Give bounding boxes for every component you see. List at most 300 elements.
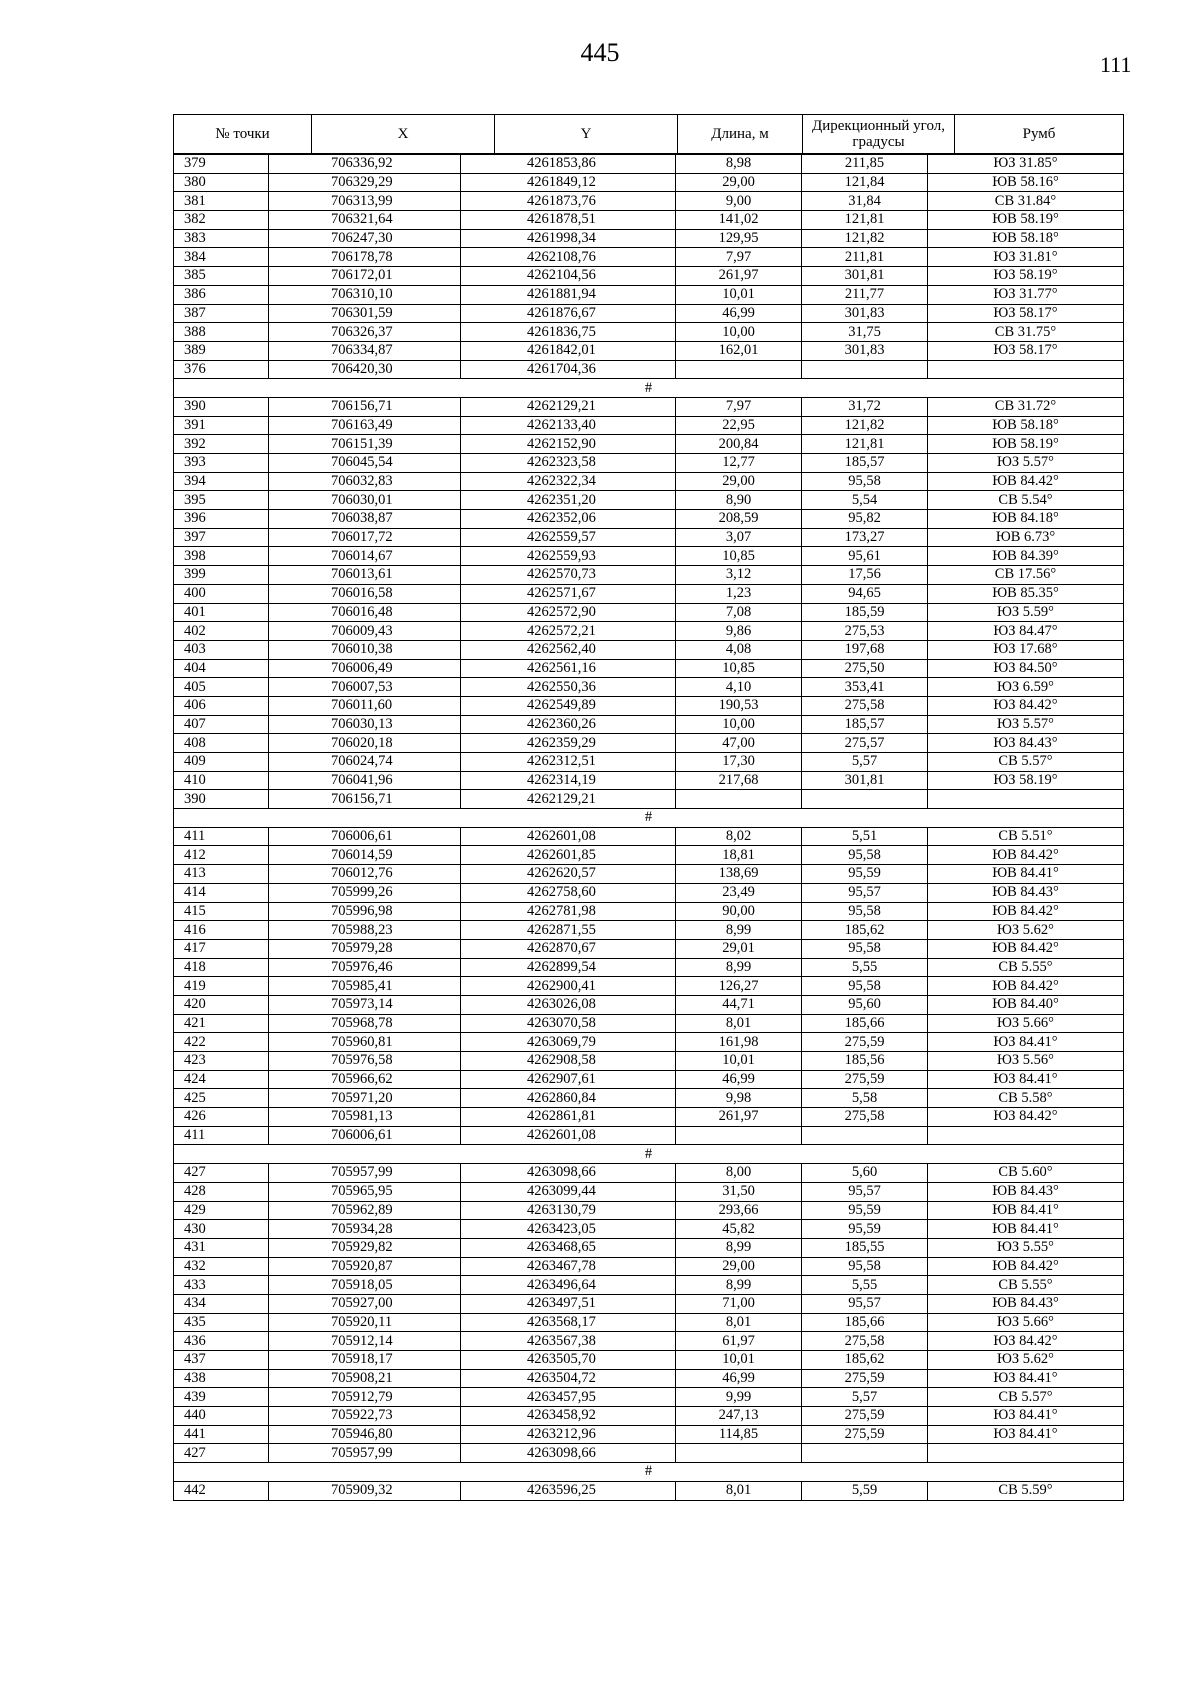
- point-number-cell: 440: [174, 1407, 269, 1426]
- table-row: [174, 1407, 1124, 1426]
- direction-angle-cell: 301,81: [802, 267, 928, 286]
- x-coordinate-cell: 705979,28: [269, 939, 461, 958]
- direction-angle-cell: 275,57: [802, 734, 928, 753]
- direction-angle-cell: 95,57: [802, 883, 928, 902]
- y-coordinate-cell: 4262104,56: [461, 267, 676, 286]
- y-coordinate-cell: 4262152,90: [461, 435, 676, 454]
- point-number-cell: 441: [174, 1425, 269, 1444]
- x-coordinate-cell: 706247,30: [269, 229, 461, 248]
- table-row: [174, 584, 1124, 603]
- x-coordinate-cell: 706151,39: [269, 435, 461, 454]
- rumb-cell: ЮЗ 84.43°: [928, 734, 1124, 753]
- separator-row: [174, 1463, 1124, 1482]
- separator-mark: #: [174, 379, 1124, 398]
- direction-angle-cell: 275,58: [802, 1332, 928, 1351]
- table-row: [174, 977, 1124, 996]
- table-row: [174, 454, 1124, 473]
- y-coordinate-cell: 4262549,89: [461, 696, 676, 715]
- rumb-cell: ЮЗ 58.17°: [928, 341, 1124, 360]
- table-row: [174, 696, 1124, 715]
- x-coordinate-cell: 706010,38: [269, 640, 461, 659]
- rumb-cell: [928, 1444, 1124, 1463]
- length-cell: 8,01: [676, 1481, 802, 1500]
- x-coordinate-cell: 706011,60: [269, 696, 461, 715]
- table-row: [174, 1313, 1124, 1332]
- rumb-cell: ЮВ 84.43°: [928, 1182, 1124, 1201]
- length-cell: 9,98: [676, 1089, 802, 1108]
- table-row: [174, 790, 1124, 809]
- direction-angle-cell: 5,59: [802, 1481, 928, 1500]
- y-coordinate-cell: 4263596,25: [461, 1481, 676, 1500]
- point-number-cell: 385: [174, 267, 269, 286]
- y-coordinate-cell: 4263098,66: [461, 1164, 676, 1183]
- table-row: [174, 211, 1124, 230]
- direction-angle-cell: 211,81: [802, 248, 928, 267]
- point-number-cell: 427: [174, 1164, 269, 1183]
- point-number-cell: 411: [174, 827, 269, 846]
- point-number-cell: 425: [174, 1089, 269, 1108]
- table-row: [174, 1033, 1124, 1052]
- point-number-cell: 419: [174, 977, 269, 996]
- point-number-cell: 382: [174, 211, 269, 230]
- length-cell: 126,27: [676, 977, 802, 996]
- point-number-cell: 392: [174, 435, 269, 454]
- point-number-cell: 387: [174, 304, 269, 323]
- length-cell: 8,99: [676, 921, 802, 940]
- direction-angle-cell: 95,58: [802, 1257, 928, 1276]
- y-coordinate-cell: 4263130,79: [461, 1201, 676, 1220]
- x-coordinate-cell: 706009,43: [269, 622, 461, 641]
- y-coordinate-cell: 4262601,08: [461, 827, 676, 846]
- direction-angle-cell: 121,81: [802, 211, 928, 230]
- length-cell: 22,95: [676, 416, 802, 435]
- length-cell: 9,00: [676, 192, 802, 211]
- table-row: [174, 827, 1124, 846]
- length-cell: 8,02: [676, 827, 802, 846]
- separator-row: [174, 379, 1124, 398]
- x-coordinate-cell: 706024,74: [269, 753, 461, 772]
- point-number-cell: 395: [174, 491, 269, 510]
- length-cell: 29,00: [676, 1257, 802, 1276]
- direction-angle-cell: 95,58: [802, 846, 928, 865]
- separator-mark: #: [174, 809, 1124, 828]
- point-number-cell: 388: [174, 323, 269, 342]
- x-coordinate-cell: 706178,78: [269, 248, 461, 267]
- direction-angle-cell: 275,59: [802, 1070, 928, 1089]
- point-number-cell: 426: [174, 1108, 269, 1127]
- direction-angle-cell: [802, 790, 928, 809]
- direction-angle-cell: [802, 1444, 928, 1463]
- rumb-cell: ЮЗ 58.19°: [928, 267, 1124, 286]
- point-number-cell: 414: [174, 883, 269, 902]
- point-number-cell: 407: [174, 715, 269, 734]
- x-coordinate-cell: 706334,87: [269, 341, 461, 360]
- x-coordinate-cell: 705973,14: [269, 995, 461, 1014]
- point-number-cell: 399: [174, 566, 269, 585]
- x-coordinate-cell: 705927,00: [269, 1294, 461, 1313]
- y-coordinate-cell: 4262908,58: [461, 1052, 676, 1071]
- length-cell: 46,99: [676, 1070, 802, 1089]
- table-row: [174, 1108, 1124, 1127]
- length-cell: 141,02: [676, 211, 802, 230]
- rumb-cell: ЮВ 58.18°: [928, 416, 1124, 435]
- length-cell: 162,01: [676, 341, 802, 360]
- rumb-cell: ЮВ 58.19°: [928, 435, 1124, 454]
- point-number-cell: 393: [174, 454, 269, 473]
- y-coordinate-cell: 4262133,40: [461, 416, 676, 435]
- x-coordinate-cell: 706012,76: [269, 865, 461, 884]
- rumb-cell: СВ 5.55°: [928, 958, 1124, 977]
- table-row: [174, 285, 1124, 304]
- table-row: [174, 603, 1124, 622]
- point-number-cell: 409: [174, 753, 269, 772]
- point-number-cell: 397: [174, 528, 269, 547]
- table-row: [174, 1182, 1124, 1201]
- x-coordinate-cell: 705912,79: [269, 1388, 461, 1407]
- y-coordinate-cell: 4262570,73: [461, 566, 676, 585]
- y-coordinate-cell: 4263468,65: [461, 1238, 676, 1257]
- table-row: [174, 1388, 1124, 1407]
- y-coordinate-cell: 4263457,95: [461, 1388, 676, 1407]
- point-number-cell: 438: [174, 1369, 269, 1388]
- x-coordinate-cell: 705918,05: [269, 1276, 461, 1295]
- y-coordinate-cell: 4261842,01: [461, 341, 676, 360]
- rumb-cell: СВ 5.51°: [928, 827, 1124, 846]
- table-row: [174, 939, 1124, 958]
- point-number-cell: 415: [174, 902, 269, 921]
- direction-angle-cell: 197,68: [802, 640, 928, 659]
- y-coordinate-cell: 4262360,26: [461, 715, 676, 734]
- table-row: [174, 173, 1124, 192]
- y-coordinate-cell: 4261704,36: [461, 360, 676, 379]
- table-row: [174, 435, 1124, 454]
- table-row: [174, 510, 1124, 529]
- length-cell: 190,53: [676, 696, 802, 715]
- y-coordinate-cell: 4261876,67: [461, 304, 676, 323]
- point-number-cell: 403: [174, 640, 269, 659]
- y-coordinate-cell: 4261873,76: [461, 192, 676, 211]
- x-coordinate-cell: 705946,80: [269, 1425, 461, 1444]
- point-number-cell: 427: [174, 1444, 269, 1463]
- direction-angle-cell: 275,53: [802, 622, 928, 641]
- y-coordinate-cell: 4263497,51: [461, 1294, 676, 1313]
- y-coordinate-cell: 4262129,21: [461, 790, 676, 809]
- direction-angle-cell: 185,66: [802, 1313, 928, 1332]
- direction-angle-cell: 275,59: [802, 1407, 928, 1426]
- length-cell: [676, 790, 802, 809]
- rumb-cell: ЮЗ 31.81°: [928, 248, 1124, 267]
- direction-angle-cell: 275,58: [802, 1108, 928, 1127]
- rumb-cell: ЮВ 84.43°: [928, 883, 1124, 902]
- y-coordinate-cell: 4262871,55: [461, 921, 676, 940]
- point-number-cell: 428: [174, 1182, 269, 1201]
- length-cell: 8,01: [676, 1313, 802, 1332]
- length-cell: 8,99: [676, 958, 802, 977]
- x-coordinate-cell: 706014,59: [269, 846, 461, 865]
- point-number-cell: 434: [174, 1294, 269, 1313]
- y-coordinate-cell: 4263467,78: [461, 1257, 676, 1276]
- table-row: [174, 155, 1124, 174]
- rumb-cell: ЮВ 84.42°: [928, 977, 1124, 996]
- page-number-right: 111: [1100, 52, 1132, 77]
- rumb-cell: ЮЗ 84.41°: [928, 1425, 1124, 1444]
- point-number-cell: 379: [174, 155, 269, 174]
- y-coordinate-cell: 4261998,34: [461, 229, 676, 248]
- x-coordinate-cell: 706013,61: [269, 566, 461, 585]
- y-coordinate-cell: 4263069,79: [461, 1033, 676, 1052]
- table-row: [174, 1276, 1124, 1295]
- length-cell: 138,69: [676, 865, 802, 884]
- page-number-center: 445: [580, 38, 620, 67]
- table-row: [174, 678, 1124, 697]
- x-coordinate-cell: 706313,99: [269, 192, 461, 211]
- x-coordinate-cell: 706329,29: [269, 173, 461, 192]
- direction-angle-cell: 31,75: [802, 323, 928, 342]
- x-coordinate-cell: 705920,11: [269, 1313, 461, 1332]
- point-number-cell: 404: [174, 659, 269, 678]
- direction-angle-cell: 121,81: [802, 435, 928, 454]
- rumb-cell: ЮЗ 5.62°: [928, 921, 1124, 940]
- table-row: [174, 397, 1124, 416]
- direction-angle-cell: 5,55: [802, 1276, 928, 1295]
- table-row: [174, 753, 1124, 772]
- length-cell: 1,23: [676, 584, 802, 603]
- direction-angle-cell: 5,57: [802, 1388, 928, 1407]
- x-coordinate-cell: 705968,78: [269, 1014, 461, 1033]
- y-coordinate-cell: 4261836,75: [461, 323, 676, 342]
- point-number-cell: 380: [174, 173, 269, 192]
- table-row: [174, 192, 1124, 211]
- header-point: № точки: [174, 115, 312, 154]
- rumb-cell: СВ 31.75°: [928, 323, 1124, 342]
- length-cell: 23,49: [676, 883, 802, 902]
- y-coordinate-cell: 4262359,29: [461, 734, 676, 753]
- rumb-cell: ЮЗ 84.42°: [928, 1108, 1124, 1127]
- x-coordinate-cell: 705985,41: [269, 977, 461, 996]
- rumb-cell: [928, 360, 1124, 379]
- rumb-cell: ЮВ 58.19°: [928, 211, 1124, 230]
- point-number-cell: 420: [174, 995, 269, 1014]
- x-coordinate-cell: 705971,20: [269, 1089, 461, 1108]
- length-cell: 4,10: [676, 678, 802, 697]
- length-cell: 18,81: [676, 846, 802, 865]
- y-coordinate-cell: 4263505,70: [461, 1351, 676, 1370]
- rumb-cell: ЮЗ 31.77°: [928, 285, 1124, 304]
- length-cell: 8,00: [676, 1164, 802, 1183]
- point-number-cell: 431: [174, 1238, 269, 1257]
- rumb-cell: ЮВ 6.73°: [928, 528, 1124, 547]
- y-coordinate-cell: 4263212,96: [461, 1425, 676, 1444]
- length-cell: 3,12: [676, 566, 802, 585]
- y-coordinate-cell: 4263567,38: [461, 1332, 676, 1351]
- x-coordinate-cell: 706030,01: [269, 491, 461, 510]
- y-coordinate-cell: 4263099,44: [461, 1182, 676, 1201]
- x-coordinate-cell: 706006,49: [269, 659, 461, 678]
- length-cell: 10,85: [676, 547, 802, 566]
- rumb-cell: ЮЗ 58.17°: [928, 304, 1124, 323]
- y-coordinate-cell: 4262312,51: [461, 753, 676, 772]
- x-coordinate-cell: 705957,99: [269, 1164, 461, 1183]
- direction-angle-cell: 31,84: [802, 192, 928, 211]
- length-cell: 9,86: [676, 622, 802, 641]
- y-coordinate-cell: 4263458,92: [461, 1407, 676, 1426]
- y-coordinate-cell: 4262870,67: [461, 939, 676, 958]
- direction-angle-cell: 95,57: [802, 1182, 928, 1201]
- length-cell: 3,07: [676, 528, 802, 547]
- direction-angle-cell: 95,60: [802, 995, 928, 1014]
- point-number-cell: 435: [174, 1313, 269, 1332]
- table-row: [174, 566, 1124, 585]
- point-number-cell: 400: [174, 584, 269, 603]
- point-number-cell: 376: [174, 360, 269, 379]
- length-cell: [676, 1444, 802, 1463]
- table-row: [174, 1351, 1124, 1370]
- rumb-cell: ЮВ 58.18°: [928, 229, 1124, 248]
- length-cell: 114,85: [676, 1425, 802, 1444]
- rumb-cell: ЮВ 84.18°: [928, 510, 1124, 529]
- direction-angle-cell: 211,77: [802, 285, 928, 304]
- rumb-cell: ЮВ 84.41°: [928, 1201, 1124, 1220]
- table-row: [174, 1444, 1124, 1463]
- rumb-cell: ЮВ 58.16°: [928, 173, 1124, 192]
- length-cell: 200,84: [676, 435, 802, 454]
- point-number-cell: 418: [174, 958, 269, 977]
- header-y: Y: [495, 115, 678, 154]
- length-cell: 31,50: [676, 1182, 802, 1201]
- x-coordinate-cell: 706017,72: [269, 528, 461, 547]
- rumb-cell: ЮЗ 17.68°: [928, 640, 1124, 659]
- x-coordinate-cell: 706172,01: [269, 267, 461, 286]
- direction-angle-cell: 275,59: [802, 1425, 928, 1444]
- x-coordinate-cell: 706321,64: [269, 211, 461, 230]
- length-cell: 208,59: [676, 510, 802, 529]
- rumb-cell: ЮЗ 5.66°: [928, 1014, 1124, 1033]
- table-row: [174, 248, 1124, 267]
- table-row: [174, 921, 1124, 940]
- length-cell: 4,08: [676, 640, 802, 659]
- point-number-cell: 430: [174, 1220, 269, 1239]
- point-number-cell: 389: [174, 341, 269, 360]
- table-row: [174, 640, 1124, 659]
- length-cell: 217,68: [676, 771, 802, 790]
- rumb-cell: ЮЗ 5.62°: [928, 1351, 1124, 1370]
- rumb-cell: ЮЗ 5.57°: [928, 715, 1124, 734]
- header-length: Длина, м: [678, 115, 803, 154]
- y-coordinate-cell: 4261878,51: [461, 211, 676, 230]
- length-cell: 10,85: [676, 659, 802, 678]
- separator-mark: #: [174, 1463, 1124, 1482]
- x-coordinate-cell: 705909,32: [269, 1481, 461, 1500]
- table-row: [174, 883, 1124, 902]
- rumb-cell: ЮЗ 84.41°: [928, 1407, 1124, 1426]
- direction-angle-cell: 121,82: [802, 416, 928, 435]
- table-row: [174, 1201, 1124, 1220]
- rumb-cell: СВ 5.55°: [928, 1276, 1124, 1295]
- length-cell: 10,00: [676, 323, 802, 342]
- direction-angle-cell: 94,65: [802, 584, 928, 603]
- rumb-cell: ЮЗ 31.85°: [928, 155, 1124, 174]
- table-row: [174, 547, 1124, 566]
- header-angle: Дирекционный угол, градусы: [803, 115, 955, 154]
- x-coordinate-cell: 706032,83: [269, 472, 461, 491]
- length-cell: 247,13: [676, 1407, 802, 1426]
- x-coordinate-cell: 705929,82: [269, 1238, 461, 1257]
- x-coordinate-cell: 705976,46: [269, 958, 461, 977]
- separator-row: [174, 809, 1124, 828]
- point-number-cell: 442: [174, 1481, 269, 1500]
- table-row: [174, 1481, 1124, 1500]
- y-coordinate-cell: 4262561,16: [461, 659, 676, 678]
- x-coordinate-cell: 706038,87: [269, 510, 461, 529]
- length-cell: 8,90: [676, 491, 802, 510]
- rumb-cell: ЮЗ 84.41°: [928, 1033, 1124, 1052]
- direction-angle-cell: 185,57: [802, 454, 928, 473]
- x-coordinate-cell: 706006,61: [269, 827, 461, 846]
- y-coordinate-cell: 4263026,08: [461, 995, 676, 1014]
- y-coordinate-cell: 4262129,21: [461, 397, 676, 416]
- y-coordinate-cell: 4263568,17: [461, 1313, 676, 1332]
- direction-angle-cell: 301,81: [802, 771, 928, 790]
- point-number-cell: 432: [174, 1257, 269, 1276]
- point-number-cell: 383: [174, 229, 269, 248]
- length-cell: 46,99: [676, 1369, 802, 1388]
- rumb-cell: ЮЗ 84.47°: [928, 622, 1124, 641]
- length-cell: 261,97: [676, 1108, 802, 1127]
- table-row: [174, 1332, 1124, 1351]
- rumb-cell: СВ 17.56°: [928, 566, 1124, 585]
- table-row: [174, 1089, 1124, 1108]
- table-row: [174, 491, 1124, 510]
- x-coordinate-cell: 705962,89: [269, 1201, 461, 1220]
- header-x: X: [312, 115, 495, 154]
- x-coordinate-cell: 705920,87: [269, 1257, 461, 1276]
- y-coordinate-cell: 4262559,57: [461, 528, 676, 547]
- table-row: [174, 902, 1124, 921]
- coordinates-table: [173, 154, 1124, 1501]
- table-row: [174, 341, 1124, 360]
- length-cell: 9,99: [676, 1388, 802, 1407]
- y-coordinate-cell: 4263098,66: [461, 1444, 676, 1463]
- direction-angle-cell: 185,55: [802, 1238, 928, 1257]
- direction-angle-cell: 95,61: [802, 547, 928, 566]
- table-row: [174, 1164, 1124, 1183]
- direction-angle-cell: 211,85: [802, 155, 928, 174]
- rumb-cell: [928, 790, 1124, 809]
- direction-angle-cell: [802, 360, 928, 379]
- x-coordinate-cell: 705957,99: [269, 1444, 461, 1463]
- point-number-cell: 398: [174, 547, 269, 566]
- point-number-cell: 416: [174, 921, 269, 940]
- rumb-cell: СВ 5.57°: [928, 1388, 1124, 1407]
- direction-angle-cell: 301,83: [802, 341, 928, 360]
- x-coordinate-cell: 706007,53: [269, 678, 461, 697]
- rumb-cell: ЮЗ 84.50°: [928, 659, 1124, 678]
- direction-angle-cell: 95,59: [802, 1220, 928, 1239]
- rumb-cell: ЮВ 85.35°: [928, 584, 1124, 603]
- point-number-cell: 413: [174, 865, 269, 884]
- x-coordinate-cell: 705918,17: [269, 1351, 461, 1370]
- length-cell: 17,30: [676, 753, 802, 772]
- direction-angle-cell: 185,59: [802, 603, 928, 622]
- rumb-cell: ЮВ 84.42°: [928, 902, 1124, 921]
- table-row: [174, 1257, 1124, 1276]
- y-coordinate-cell: 4262108,76: [461, 248, 676, 267]
- x-coordinate-cell: 706420,30: [269, 360, 461, 379]
- length-cell: [676, 360, 802, 379]
- y-coordinate-cell: 4263423,05: [461, 1220, 676, 1239]
- point-number-cell: 394: [174, 472, 269, 491]
- y-coordinate-cell: 4262550,36: [461, 678, 676, 697]
